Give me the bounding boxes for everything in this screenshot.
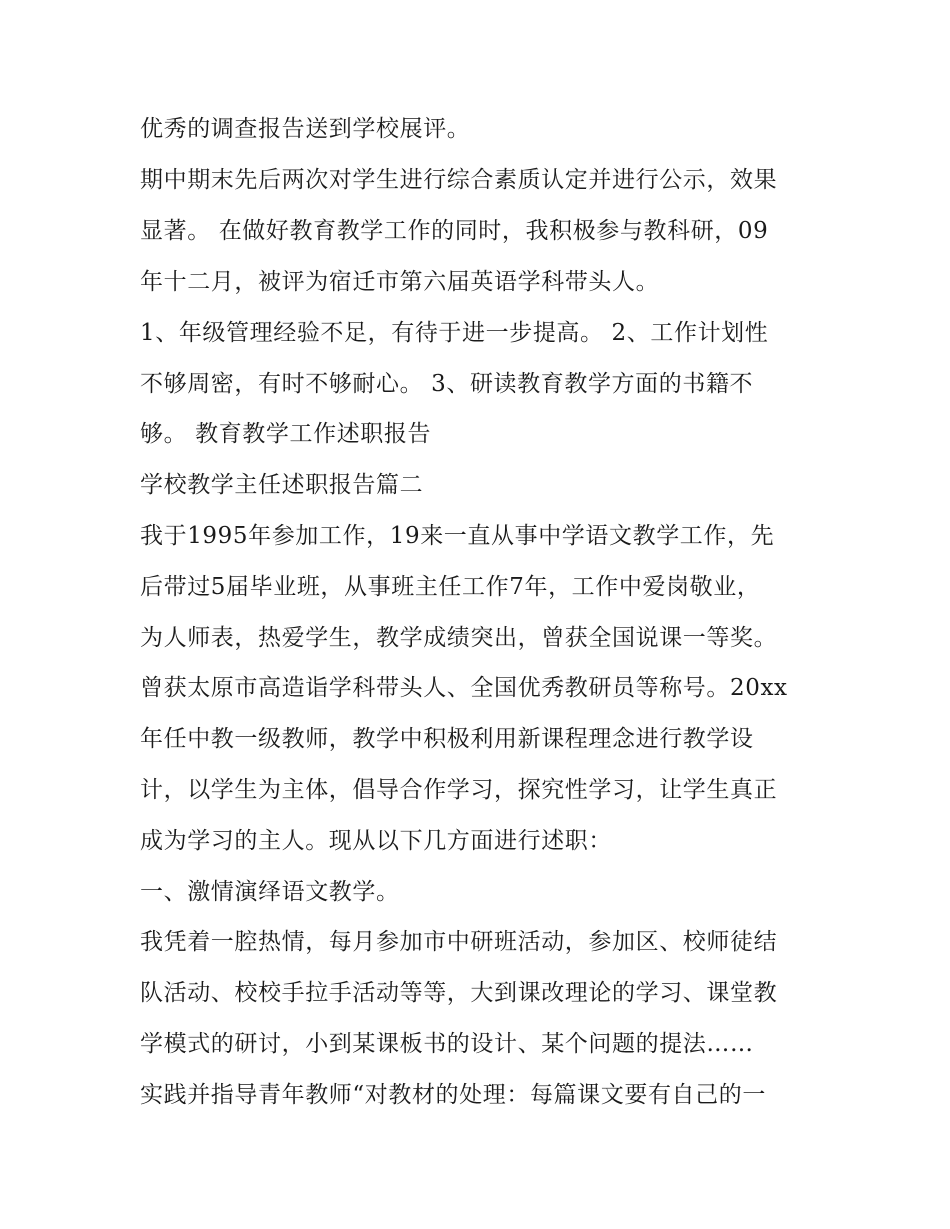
text-line: 年任中教一级教师，教学中积极利用新课程理念进行教学设	[140, 726, 754, 752]
text-line: 曾获太原市高造诣学科带头人、全国优秀教研员等称号。20xx	[140, 675, 788, 701]
text-line: 优秀的调查报告送到学校展评。	[140, 116, 471, 142]
section-heading: 学校教学主任述职报告篇二	[140, 472, 424, 498]
text-line: 我于1995年参加工作，19来一直从事中学语文教学工作，先	[140, 523, 775, 549]
text-line: 年十二月，被评为宿迁市第六届英语学科带头人。	[140, 269, 660, 295]
text-line: 我凭着一腔热情，每月参加市中研班活动，参加区、校师徒结	[140, 929, 778, 955]
text-line: 不够周密，有时不够耐心。 3、研读教育教学方面的书籍不	[140, 371, 754, 397]
text-line: 1、年级管理经验不足，有待于进一步提高。 2、工作计划性	[140, 320, 769, 346]
text-line: 队活动、校校手拉手活动等等，大到课改理论的学习、课堂教	[140, 980, 778, 1006]
text-line: 为人师表，热爱学生，教学成绩突出，曾获全国说课一等奖。	[140, 625, 778, 651]
text-line: 计，以学生为主体，倡导合作学习，探究性学习，让学生真正	[140, 777, 778, 803]
text-line: 显著。 在做好教育教学工作的同时，我积极参与教科研，09	[140, 218, 769, 244]
text-line: 期中期末先后两次对学生进行综合素质认定并进行公示，效果	[140, 167, 778, 193]
text-line: 学模式的研讨，小到某课板书的设计、某个问题的提法……	[140, 1031, 754, 1057]
text-line: 实践并指导青年教师“对教材的处理：每篇课文要有自己的一	[140, 1082, 766, 1108]
section-heading: 一、激情演绎语文教学。	[140, 879, 400, 905]
text-line: 够。 教育教学工作述职报告	[140, 421, 432, 447]
text-line: 成为学习的主人。现从以下几方面进行述职：	[140, 828, 612, 854]
text-line: 后带过5届毕业班，从事班主任工作7年，工作中爱岗敬业，	[140, 574, 761, 600]
